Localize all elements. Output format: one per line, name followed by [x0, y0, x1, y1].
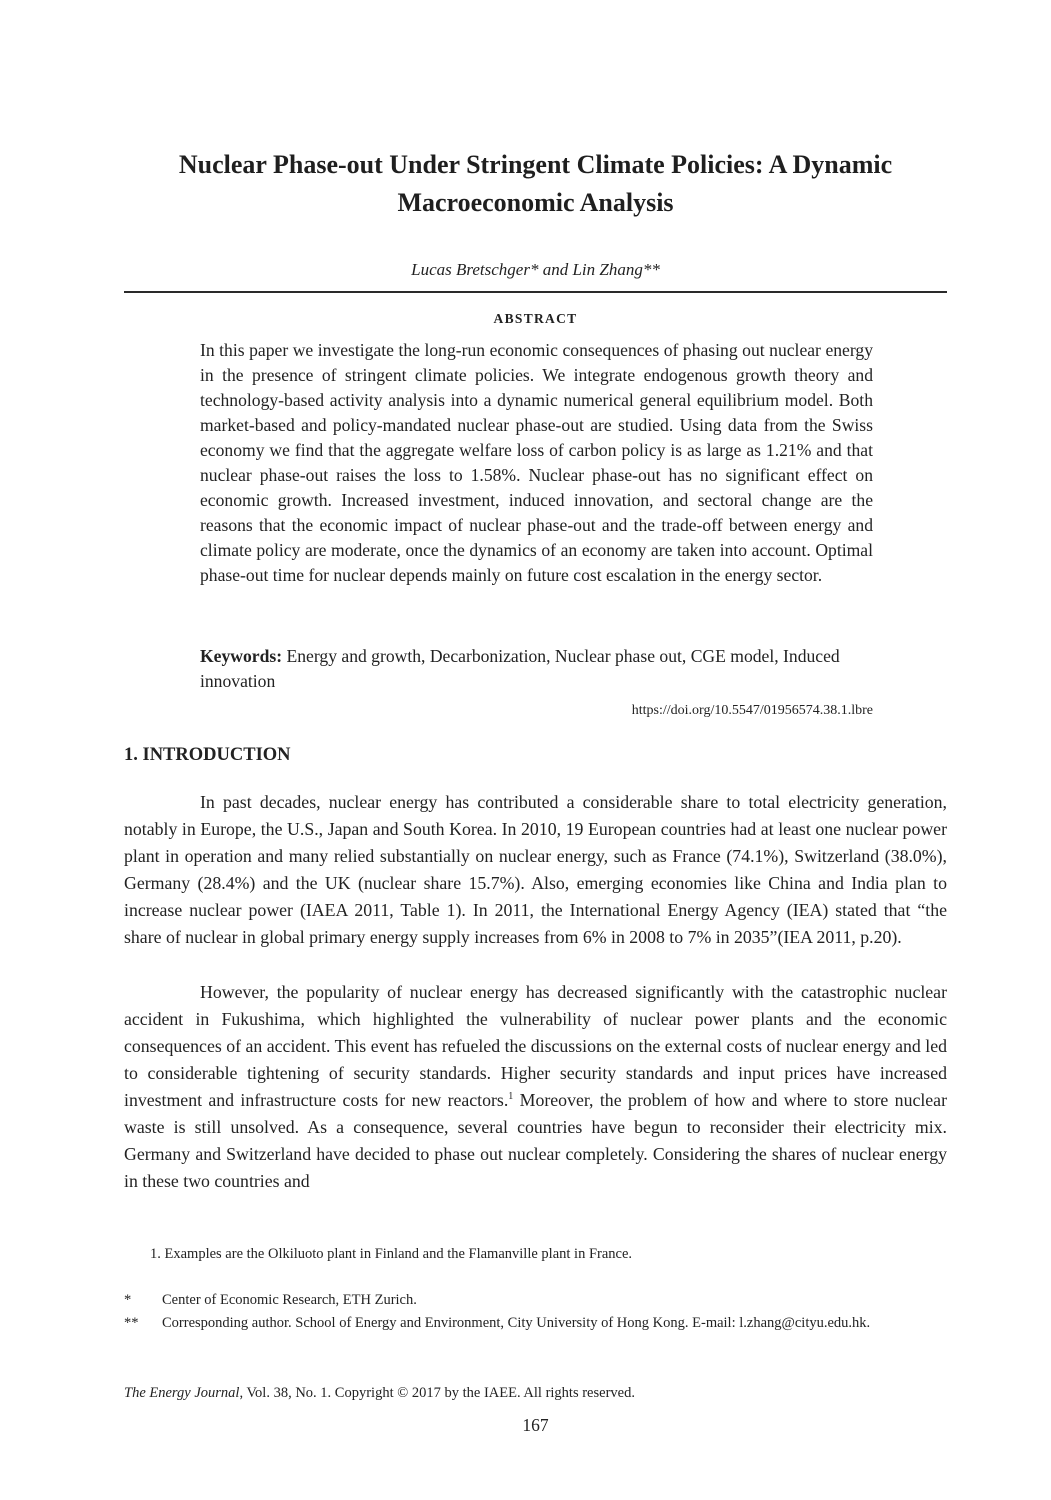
paper-title: Nuclear Phase-out Under Stringent Climate Policies: A Dynamic Macroeconomic Analysis: [178, 150, 893, 217]
header-rule: [124, 291, 947, 293]
author-line: Lucas Bretschger* and Lin Zhang**: [411, 260, 660, 279]
keywords: [200, 644, 873, 694]
section-heading-introduction: 1. INTRODUCTION: [124, 745, 291, 765]
affiliation-marker: **: [124, 1315, 139, 1331]
page-number: 167: [522, 1415, 549, 1435]
footnote-reference[interactable]: 1: [508, 1091, 514, 1103]
intro-paragraph-2-text-b: Moreover, the problem of how and where to store nuclear waste is still unsolved. As a consequence, several countries have begun to reconsider their electricity mix. Germany and Switzerland have decided to phase out nuclear completely. Considering the shares of nuclear energy in these two countries and: [124, 1090, 948, 1191]
keywords-text: Energy and growth, Decarbonization, Nuclear phase out, CGE model, Induced innovation: [200, 646, 840, 691]
intro-paragraph-2: [124, 979, 947, 1195]
footnote-1: 1. Examples are the Olkiluoto plant in Finland and the Flamanville plant in France.: [150, 1246, 633, 1262]
intro-paragraph-2-text-a: However, the popularity of nuclear energy has decreased significantly with the catastrophic nuclear accident in Fukushima, which highlighted the vulnerability of nuclear power plants and the economic consequences of an accident. This event has refueled the discussions on the external costs of nuclear energy and led to considerable tightening of security standards. Higher security standards and input prices have increased investment and infrastructure costs for new reactors.: [124, 982, 947, 1110]
affiliation-text: Corresponding author. School of Energy and Environment, City University of Hong Kong. E-mail: l.zhang@cityu.edu.hk.: [162, 1315, 871, 1331]
abstract-heading: ABSTRACT: [493, 311, 578, 326]
affiliation-2: [124, 1312, 947, 1334]
journal-details: , Vol. 38, No. 1. Copyright © 2017 by the IAEE. All rights reserved.: [239, 1385, 635, 1401]
doi-link[interactable]: https://doi.org/10.5547/01956574.38.1.lbre: [631, 703, 873, 718]
journal-copyright: [124, 1382, 947, 1404]
affiliation-marker: *: [124, 1292, 132, 1308]
keywords-label: Keywords:: [200, 646, 283, 666]
affiliation-text: Center of Economic Research, ETH Zurich.: [162, 1292, 417, 1308]
affiliation-1: [124, 1289, 947, 1311]
journal-name: The Energy Journal: [124, 1385, 240, 1401]
abstract-text: In this paper we investigate the long-run economic consequences of phasing out nuclear energy in the presence of stringent climate policies. We integrate endogenous growth theory and technology-based activity analysis into a dynamic numerical general equilibrium model. Both market-based and policy-mandated nuclear phase-out are studied. Using data from the Swiss economy we find that the aggregate welfare loss of carbon policy is as large as 1.21% and that nuclear phase-out raises the loss to 1.58%. Nuclear phase-out has no significant effect on economic growth. Increased investment, induced innovation, and sectoral change are the reasons that the economic impact of nuclear phase-out and the trade-off between energy and climate policy are moderate, once the dynamics of an economy are taken into account. Optimal phase-out time for nuclear depends mainly on future cost escalation in the energy sector.: [200, 340, 873, 585]
intro-paragraph-1: In past decades, nuclear energy has contributed a considerable share to total electricity generation, notably in Europe, the U.S., Japan and South Korea. In 2010, 19 European countries had at least one nuclear power plant in operation and many relied substantially on nuclear energy, such as France (74.1%), Switzerland (38.0%), Germany (28.4%) and the UK (nuclear share 15.7%). Also, emerging economies like China and India plan to increase nuclear power (IAEA 2011, Table 1). In 2011, the International Energy Agency (IEA) stated that “the share of nuclear in global primary energy supply increases from 6% in 2008 to 7% in 2035”(IEA 2011, p.20).: [124, 792, 947, 947]
